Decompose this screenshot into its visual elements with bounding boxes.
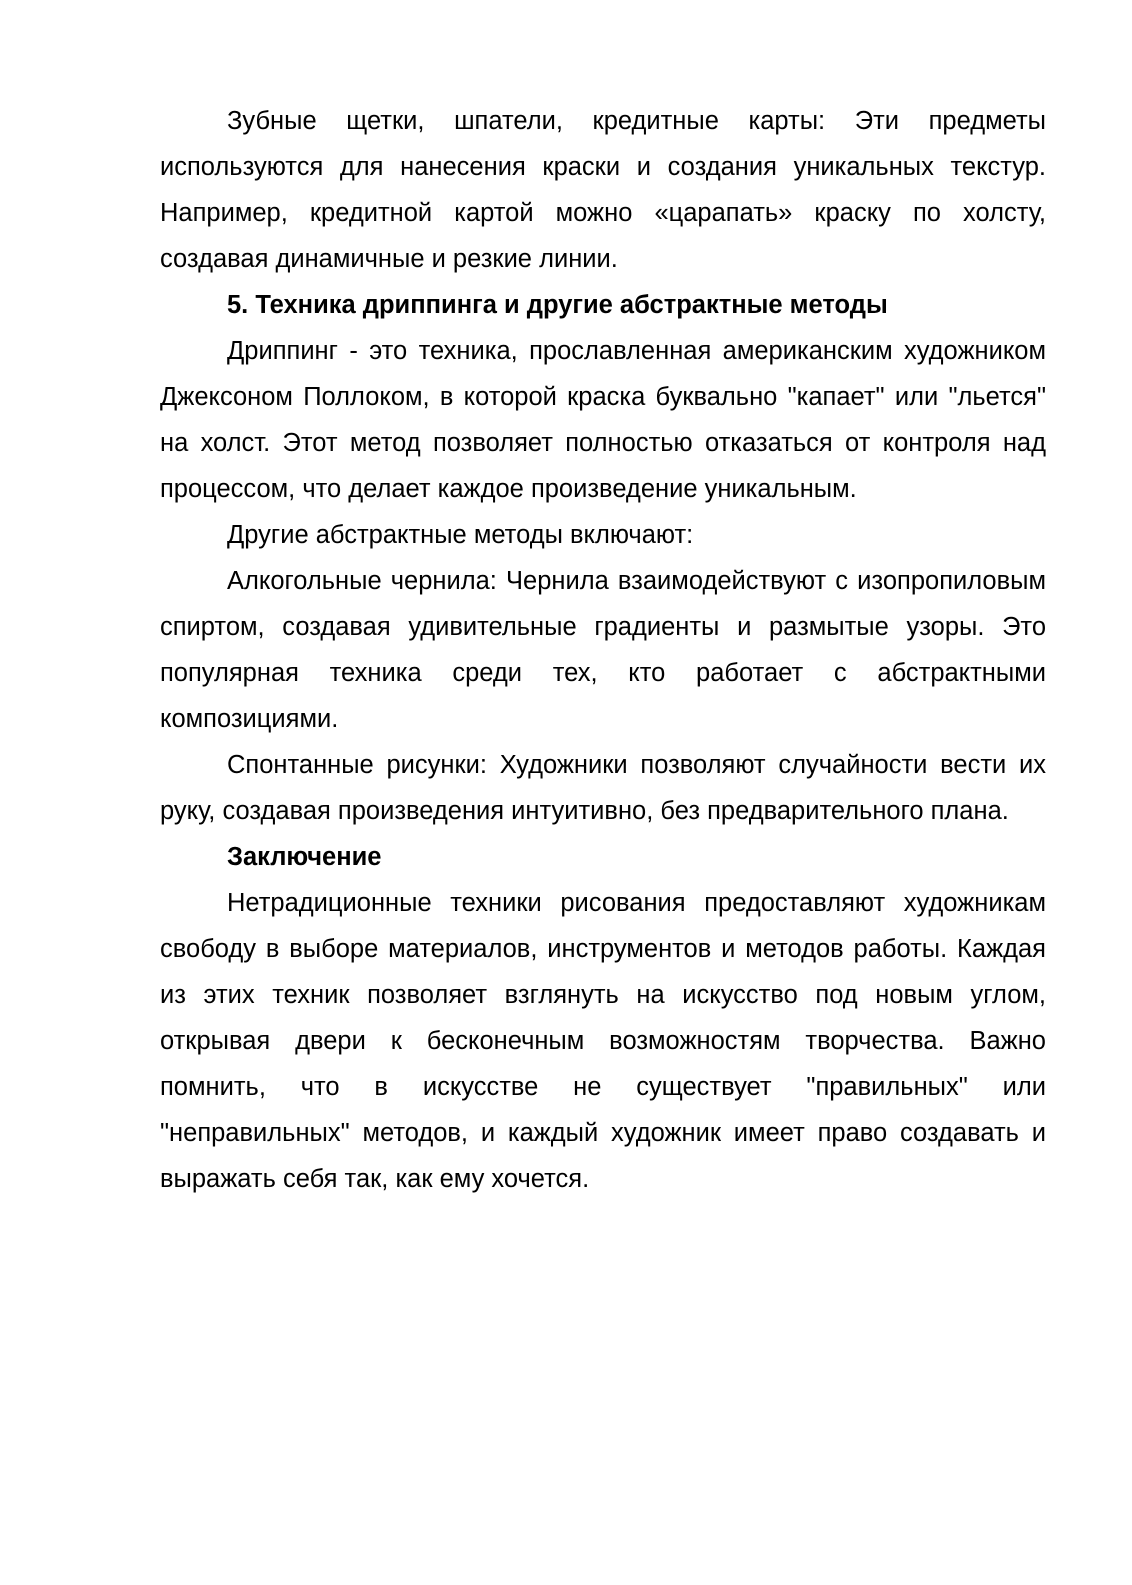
paragraph-spontaneous-drawings: Спонтанные рисунки: Художники позволяют случайности вести их руку, создавая произведения интуитивно, без предварительного плана. bbox=[160, 751, 1046, 825]
paragraph-conclusion: Нетрадиционные техники рисования предоставляют художникам свободу в выборе материалов, инструментов и методов работы. Каждая из этих техник позволяет взглянуть на искусство под новым углом, открывая двери к бесконечным возможностям творчества. Важно помнить, что в искусстве не существует "правильных" или "неправильных" методов, и каждый художник имеет право создавать и выражать себя так, как ему хочется. bbox=[160, 889, 1046, 1193]
document-body bbox=[160, 98, 1046, 1202]
paragraph-alcohol-ink: Алкогольные чернила: Чернила взаимодействуют с изопропиловым спиртом, создавая удивительные градиенты и размытые узоры. Это популярная техника среди тех, кто работает с абстрактными композициями. bbox=[160, 567, 1046, 733]
paragraph-dripping: Дриппинг - это техника, прославленная американским художником Джексоном Поллоком, в которой краска буквально "капает" или "льется" на холст. Этот метод позволяет полностью отказаться от контроля над процессом, что делает каждое произведение уникальным. bbox=[160, 337, 1046, 503]
section-heading-conclusion: Заключение bbox=[227, 843, 382, 871]
section-heading-dripping: 5. Техника дриппинга и другие абстрактные методы bbox=[227, 291, 888, 319]
paragraph-other-methods-intro: Другие абстрактные методы включают: bbox=[227, 521, 694, 549]
paragraph-tools: Зубные щетки, шпатели, кредитные карты: Эти предметы используются для нанесения краски и создания уникальных текстур. Например, кредитной картой можно «царапать» краску по холсту, создавая динамичные и резкие линии. bbox=[160, 107, 1046, 273]
